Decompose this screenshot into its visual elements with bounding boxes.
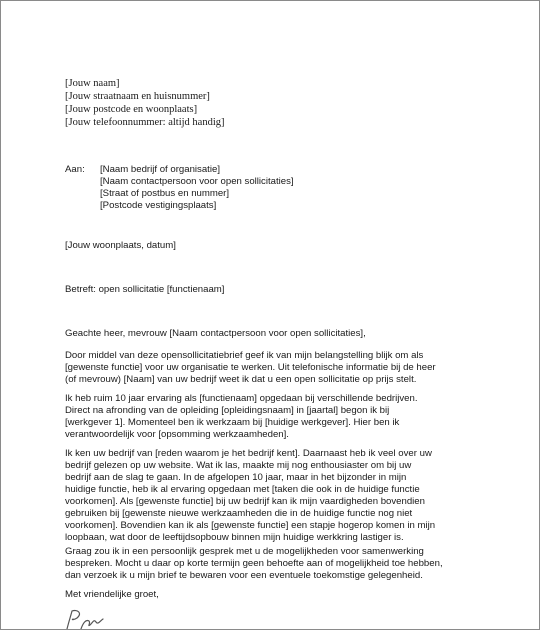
salutation: Geachte heer, mevrouw [Naam contactpersoon voor open sollicitaties], (65, 328, 366, 339)
subject-line: Betreft: open sollicitatie [functienaam] (65, 284, 225, 295)
body-paragraph-1: Door middel van deze opensollicitatiebrief geef ik van mijn belangstelling blijk om als [gewenste functie] voor uw organisatie te werken. Uit telefonische informatie bij de heer (of mevrouw) [Naam] van uw bedrijf weet ik dat u een open sollicitatie op prijs stelt. (65, 350, 436, 385)
sender-street: [Jouw straatnaam en huisnummer] (65, 91, 210, 102)
body-paragraph-4: Graag zou ik in een persoonlijk gesprek met u de mogelijkheden voor samenwerking bespreken. Mocht u daar op korte termijn geen behoefte aan of mogelijkheid toe hebben, dan verzoek ik u mijn brief te bewaren voor een eventuele toekomstige gelegenheid. (65, 546, 443, 581)
sender-address (65, 77, 225, 129)
recipient-company: [Naam bedrijf of organisatie] (100, 164, 220, 175)
recipient-street: [Straat of postbus en nummer] (100, 188, 230, 199)
recipient-postcode: [Postcode vestigingsplaats] (100, 200, 217, 211)
recipient-contact: [Naam contactpersoon voor open sollicitaties] (100, 176, 294, 187)
closing: Met vriendelijke groet, (65, 589, 159, 600)
sender-postcode-city: [Jouw postcode en woonplaats] (65, 104, 198, 115)
body-paragraph-2: Ik heb ruim 10 jaar ervaring als [functienaam] opgedaan bij verschillende bedrijven. Direct na afronding van de opleiding [opleidingsnaam] in [jaartal] begon ik bij [werkgever 1]. Momenteel ben ik werkzaam bij [huidige werkgever]. Hier ben ik verantwoordelijk voor [opsomming werkzaamheden]. (65, 393, 418, 440)
recipient-address (100, 164, 294, 212)
recipient-label: Aan: (65, 164, 85, 175)
sender-phone: [Jouw telefoonnummer: altijd handig] (65, 117, 225, 128)
body-paragraph-3: Ik ken uw bedrijf van [reden waarom je het bedrijf kent]. Daarnaast heb ik veel over uw bedrijf gelezen op uw website. Wat ik las, maakte mij nog enthousiaster om bij uw bedrijf aan de slag te gaan. In de afgelopen 10 jaar, maar in het bijzonder in mijn huidige functie, heb ik al ervaring opgedaan met [taken die ook in de huidige functie voorkomen]. Als [gewenste functie] bij uw bedrijf kan ik mijn vaardigheden bovendien gebruiken bij [gewenste nieuwe werkzaamheden die in de huidige functie nog niet voorkomen]. Bovendien kan ik als [gewenste functie] een stapje hogerop komen in mijn loopbaan, wat door de leeftijdsopbouw binnen mijn huidige werkkring lastiger is. (65, 448, 436, 543)
place-date: [Jouw woonplaats, datum] (65, 240, 176, 251)
signature-image (63, 607, 123, 630)
sender-name: [Jouw naam] (65, 78, 120, 89)
